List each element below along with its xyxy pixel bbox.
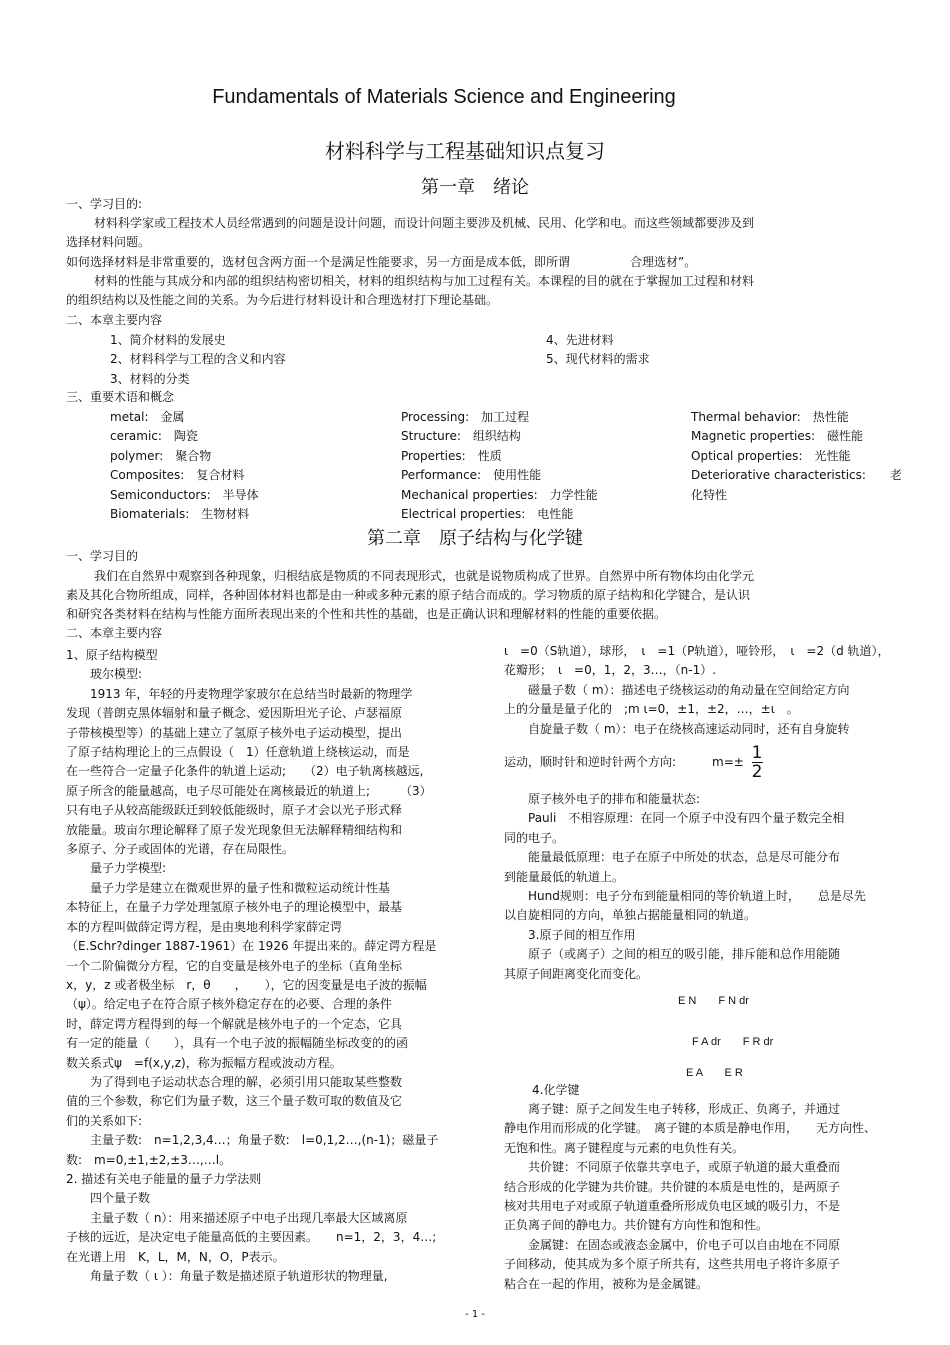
ch2-section-1: 一、学习目的 xyxy=(66,549,139,563)
text-line: 了原子结构理论上的三点假设（ 1）任意轨道上绕核运动，而是 xyxy=(66,745,410,760)
term: polymer: 聚合物 xyxy=(110,448,212,463)
text-line: 同的电子。 xyxy=(504,830,565,845)
term: Properties: 性质 xyxy=(401,448,502,463)
text-line: 无饱和性。离子键程度与元素的电负性有关。 xyxy=(504,1140,745,1155)
text-line: 1、原子结构模型 xyxy=(66,648,158,662)
text-line: 一个二阶偏微分方程，它的自变量是核外电子的坐标（直角坐标 xyxy=(66,958,403,973)
text-line: 磁量子数（ m）：描述电子绕核运动的角动量在空间给定方向 xyxy=(504,682,850,697)
chapter-1-title: 第一章 绪论 xyxy=(421,177,529,198)
text-line: 子带核模型等）的基础上建立了氢原子核外电子运动模型，提出 xyxy=(66,725,403,740)
text-line: 2. 描述有关电子能量的量子力学法则 xyxy=(66,1171,262,1186)
term: Magnetic properties: 磁性能 xyxy=(691,429,864,444)
ch1-para-1a: 材料科学家或工程技术人员经常遇到的问题是设计问题，而设计问题主要涉及机械、民用、化学和电。而这些领域都要涉及到 xyxy=(94,216,755,230)
text-line: 子间移动，使其成为多个原子所共有，这些共用电子将许多原子 xyxy=(504,1257,841,1272)
text-line: 在一些符合一定量子化条件的轨道上运动; （2）电子轨离核越远, xyxy=(66,764,424,779)
term: Thermal behavior: 热性能 xyxy=(691,410,849,424)
ch2-right-column-mid xyxy=(504,790,866,984)
term: Semiconductors: 半导体 xyxy=(110,487,259,502)
text-line: 多原子、分子或固体的光谱，存在局限性。 xyxy=(66,842,295,857)
text-line: 金属键：在固态或液态金属中，价电子可以自由地在不同原 xyxy=(504,1237,841,1252)
ch2-para-1a: 我们在自然界中观察到各种现象，归根结底是物质的不同表现形式，也就是说物质构成了世界。自然界中所有物体均由化学元 xyxy=(94,569,755,583)
ch2-left-column xyxy=(66,646,438,1286)
text-line: 花瓣形； ι =0，1，2，3…，（n-1）. xyxy=(504,663,717,678)
term: 化特性 xyxy=(691,487,728,502)
text-line: 其原子间距离变化而变化。 xyxy=(504,966,649,981)
text-line: 有一定的能量（ ），具有一个电子波的振幅随坐标改变的的函 xyxy=(66,1036,409,1051)
ch1-para-3a: 材料的性能与其成分和内部的组织结构密切相关，材料的组织结构与加工过程有关。本课程的目的就在于掌握加工过程和材料 xyxy=(94,274,755,288)
term: Processing: 加工过程 xyxy=(401,410,530,424)
equation-energies: E A E R xyxy=(686,1067,743,1079)
text-line: 量子力学是建立在微观世界的量子性和微粒运动统计性基 xyxy=(66,880,391,895)
text-line: 数关系式ψ =f(x,y,z)，称为振幅方程或波动方程。 xyxy=(66,1055,342,1070)
ch2-right-column-top xyxy=(504,642,890,739)
half-fraction xyxy=(752,744,763,781)
text-line: 原子核外电子的排布和能量状态: xyxy=(504,792,701,806)
chapter-2-title: 第二章 原子结构与化学键 xyxy=(367,528,583,549)
text-line: 主量子数（ n）：用来描述原子中电子出现几率最大区域离原 xyxy=(66,1210,408,1225)
text-line: 放能量。玻亩尔理论解释了原子发光现象但无法解释精细结构和 xyxy=(66,822,403,837)
term: Mechanical properties: 力学性能 xyxy=(401,487,598,502)
ch1-content-4: 4、先进材料 xyxy=(546,333,614,347)
spin-text: 运动，顺时针和逆时针两个方向: m=± xyxy=(504,755,744,769)
text-line: （ψ）。给定电子在符合原子核外稳定存在的必要、合理的条件 xyxy=(66,997,392,1012)
text-line: 值的三个参数，称它们为量子数，这三个量子数可取的数值及它 xyxy=(66,1094,403,1109)
term: Performance: 使用性能 xyxy=(401,468,542,483)
term: Composites: 复合材料 xyxy=(110,468,245,483)
text-line: 原子所含的能量越高，电子尽可能处在离核最近的轨道上; （3） xyxy=(66,783,432,798)
ch1-section-2: 二、本章主要内容 xyxy=(66,313,163,327)
text-line: 粘合在一起的作用，被称为是金属键。 xyxy=(504,1276,709,1291)
ch1-section-1: 一、学习目的: xyxy=(66,197,143,211)
ch1-content-2: 2、材料科学与工程的含义和内容 xyxy=(110,352,286,366)
term: Optical properties: 光性能 xyxy=(691,448,851,463)
text-line: 能量最低原理：电子在原子中所处的状态，总是尽可能分布 xyxy=(504,850,841,865)
text-line: 发现（普朗克黑体辐射和量子概念、爱因斯坦光子论、卢瑟福原 xyxy=(66,706,403,721)
term: ceramic: 陶瓷 xyxy=(110,429,198,444)
text-line: 离子键：原子之间发生电子转移，形成正、负离子，并通过 xyxy=(504,1102,841,1116)
title-english: Fundamentals of Materials Science and Engineering xyxy=(212,86,676,108)
text-line: 4.化学键 xyxy=(532,1083,580,1097)
text-line: ι =0（S轨道），球形， ι =1（P轨道），哑铃形， ι =2（d 轨道）， xyxy=(504,644,890,658)
text-line: 玻尔模型: xyxy=(66,667,143,682)
text-line: 结合形成的化学键为共价键。共价键的本质是电性的，是两原子 xyxy=(504,1179,841,1194)
ch2-right-column-bottom xyxy=(532,1081,579,1100)
text-line: （E.Schr?dinger 1887-1961）在 1926 年提出来的。薛定谔方程是 xyxy=(66,939,437,954)
text-line: 本特征上，在量子力学处理氢原子核外电子的理论模型中，最基 xyxy=(66,900,403,915)
fraction-denominator: 2 xyxy=(751,762,763,782)
text-line: 正负离子间的静电力。共价键有方向性和饱和性。 xyxy=(504,1218,769,1233)
term: Deteriorative characteristics: 老 xyxy=(691,468,902,483)
ch1-content-5: 5、现代材料的需求 xyxy=(546,352,650,366)
title-chinese: 材料科学与工程基础知识点复习 xyxy=(325,139,605,163)
text-line: 3.原子间的相互作用 xyxy=(504,927,636,942)
terms-column-2 xyxy=(401,408,598,524)
text-line: 只有电子从较高能级跃迁到较低能级时，原子才会以光子形式释 xyxy=(66,803,403,818)
term: Electrical properties: 电性能 xyxy=(401,507,574,522)
text-line: 四个量子数 xyxy=(66,1191,151,1206)
ch2-section-2: 二、本章主要内容 xyxy=(66,626,163,640)
ch1-content-3: 3、材料的分类 xyxy=(110,372,190,386)
text-line: 以自旋相同的方向，单独占据能量相同的轨道。 xyxy=(504,908,757,923)
term: metal: 金属 xyxy=(110,410,185,424)
text-line: Pauli 不相容原理：在同一个原子中没有四个量子数完全相 xyxy=(504,811,845,826)
text-line: 主量子数: n=1,2,3,4…；角量子数: l=0,1,2…,(n-1)；磁量子 xyxy=(66,1133,439,1148)
text-line: 在光谱上用 K，L，M，N，O，P表示。 xyxy=(66,1249,285,1264)
ch2-right-column-bonds xyxy=(504,1100,876,1294)
ch2-para-1b: 素及其化合物所组成，同样，各种固体材料也都是由一种或多种元素的原子结合而成的。学习物质的原子结构和化学键合，是认识 xyxy=(66,588,751,602)
ch1-content-1: 1、简介材料的发展史 xyxy=(110,333,226,347)
terms-column-3 xyxy=(691,408,902,505)
equation-attract-repulse: F A dr F R dr xyxy=(692,1036,774,1048)
equation-net-energy: E N F N dr xyxy=(678,995,749,1007)
text-line: 角量子数（ ι ）：角量子数是描述原子轨道形状的物理量, xyxy=(66,1269,388,1283)
ch1-section-3: 三、重要术语和概念 xyxy=(66,390,175,404)
ch1-para-2: 如何选择材料是非常重要的，选材包含两方面一个是满足性能要求，另一方面是成本低，即所谓 合理选材”。 xyxy=(66,255,697,269)
text-line: 1913 年，年轻的丹麦物理学家玻尔在总结当时最新的物理学 xyxy=(66,686,413,701)
text-line: x，y，z 或者极坐标 r，θ ， ），它的因变量是电子波的振幅 xyxy=(66,977,427,992)
text-line: 本的方程叫做薛定谔方程，是由奥地利科学家薛定谔 xyxy=(66,919,343,934)
fraction-numerator: 1 xyxy=(751,743,763,763)
term: Structure: 组织结构 xyxy=(401,429,521,444)
ch2-para-1c: 和研究各类材料在结构与性能方面所表现出来的个性和共性的基础，也是正确认识和理解材料的性能的重要依据。 xyxy=(66,607,667,621)
text-line: 核对共用电子对或原子轨道重叠所形成负电区域的吸引力，不是 xyxy=(504,1199,841,1214)
text-line: 为了得到电子运动状态合理的解，必须引用只能取某些整数 xyxy=(66,1074,403,1089)
text-line: 到能量最低的轨道上。 xyxy=(504,869,625,884)
ch1-para-3b: 的组织结构以及性能之间的关系。为今后进行材料设计和合理选材打下理论基础。 xyxy=(66,293,499,307)
page-number: - 1 - xyxy=(465,1309,485,1320)
term: Biomaterials: 生物材料 xyxy=(110,507,250,522)
text-line: 时，薛定谔方程得到的每一个解就是核外电子的一个定态，它具 xyxy=(66,1016,403,1031)
text-line: 子核的远近，是决定电子能量高低的主要因素。 n=1，2，3，4…; xyxy=(66,1230,437,1245)
ch1-para-1b: 选择材料问题。 xyxy=(66,235,151,249)
spin-quantum-line xyxy=(504,744,763,781)
text-line: 原子（或离子）之间的相互的吸引能，排斥能和总作用能随 xyxy=(504,947,841,962)
text-line: 量子力学模型: xyxy=(66,861,167,876)
text-line: 上的分量是量子化的 ;m ι=0，±1，±2，…，±ι 。 xyxy=(504,702,799,717)
text-line: 共价键：不同原子依靠共享电子，或原子轨道的最大重叠而 xyxy=(504,1160,841,1175)
text-line: 静电作用而形成的化学键。 离子键的本质是静电作用， 无方向性、 xyxy=(504,1121,877,1136)
text-line: 们的关系如下: xyxy=(66,1113,143,1128)
terms-column-1 xyxy=(110,408,259,524)
text-line: 数: m=0,±1,±2,±3…,…l。 xyxy=(66,1152,232,1167)
text-line: 自旋量子数（ m）：电子在绕核高速运动同时，还有自身旋转 xyxy=(504,721,850,736)
text-line: Hund规则：电子分布到能量相同的等价轨道上时， 总是尽先 xyxy=(504,889,866,904)
